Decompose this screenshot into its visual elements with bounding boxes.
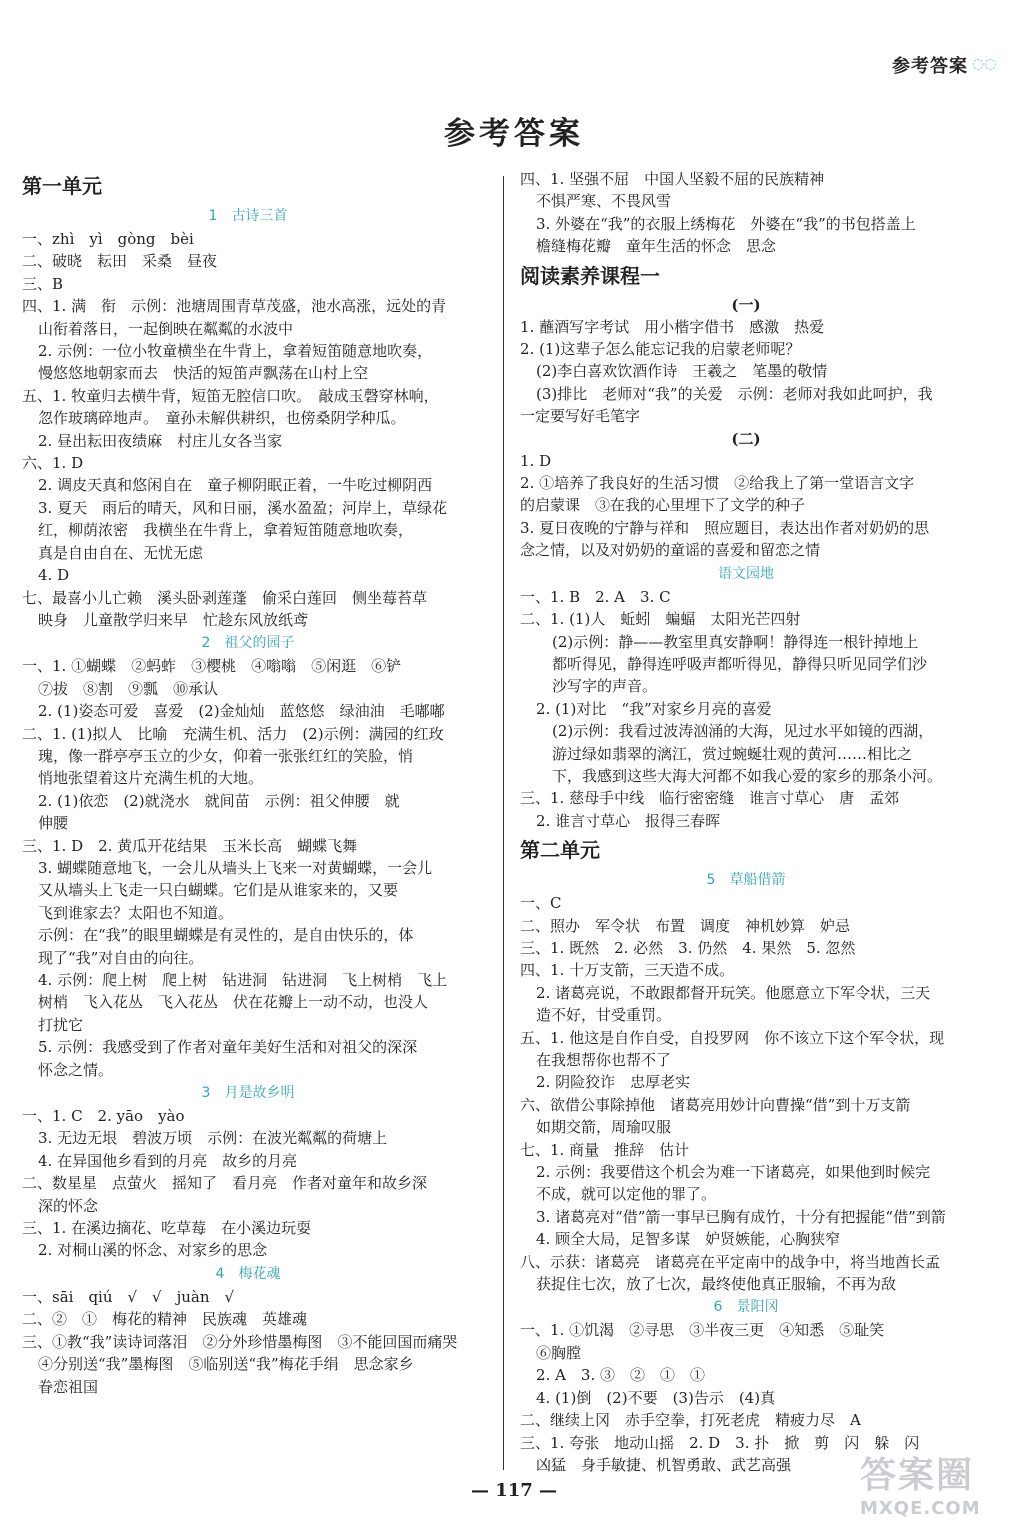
answer-line: 3. 蝴蝶随意地飞，一会儿从墙头上飞来一对黄蝴蝶，一会儿 bbox=[38, 858, 433, 877]
answer-line: 2. (1)依恋 (2)就浇水 就间苗 示例：祖父伸腰 就 bbox=[38, 791, 400, 810]
answer-line: 四、1. 坚强不屈 中国人坚毅不屈的民族精神 bbox=[520, 170, 825, 188]
answer-line: 2. (1)姿态可爱 喜爱 (2)金灿灿 蓝悠悠 绿油油 毛嘟嘟 bbox=[38, 702, 445, 721]
lesson-title: 2 祖父的园子 bbox=[201, 635, 295, 652]
answer-line: 2. (1)对比 “我”对家乡月亮的喜爱 bbox=[536, 699, 772, 718]
answer-line: 4. 顾全大局，足智多谋 妒贤嫉能，心胸狭窄 bbox=[536, 1230, 841, 1249]
answer-line: 二、1. (1)人 蚯蚓 蝙蝠 太阳光芒四射 bbox=[520, 610, 801, 629]
answer-line: 三、1. D 2. 黄瓜开花结果 玉米长高 蝴蝶飞舞 bbox=[22, 836, 358, 855]
lesson-title: 5 草船借箭 bbox=[706, 872, 786, 889]
answer-line: 慢悠悠地朝家而去 快活的短笛声飘荡在山村上空 bbox=[38, 364, 369, 383]
answer-line: 2. 诸葛亮说，不敢跟都督开玩笑。他愿意立下军令状，三天 bbox=[536, 983, 931, 1002]
unit-heading: 第二单元 bbox=[520, 838, 600, 863]
page-title: 参考答案 bbox=[444, 116, 584, 152]
answer-line: 三、B bbox=[22, 274, 64, 293]
watermark-text: 答案圈 bbox=[860, 1455, 975, 1496]
answer-line: 不成，就可以定他的罪了。 bbox=[536, 1185, 717, 1204]
answer-line: 一、sāi qiú √ √ juàn √ bbox=[22, 1287, 235, 1306]
lesson-title: 1 古诗三首 bbox=[208, 208, 288, 224]
answer-line: 1. 蘸酒写字考试 用小楷字借书 感激 热爱 bbox=[520, 317, 825, 336]
answer-line: 二、1. (1)拟人 比喻 充满生机、活力 (2)示例：满园的红玫 bbox=[22, 724, 444, 743]
right-column bbox=[520, 168, 972, 1476]
answer-line: 5. 示例：我感受到了作者对童年美好生活和对祖父的深深 bbox=[38, 1038, 418, 1057]
answer-line: 2. ①培养了我良好的生活习惯 ②给我上了第一堂语言文字 bbox=[520, 474, 915, 493]
answer-line: 忽作玻璃碎地声。 童孙未解供耕织，也傍桑阴学种瓜。 bbox=[38, 409, 406, 428]
answer-line: 造不好，甘受重罚。 bbox=[536, 1006, 672, 1025]
lesson-title: 4 梅花魂 bbox=[215, 1265, 281, 1282]
answer-line: 四、1. 十万支箭，三天造不成。 bbox=[520, 961, 735, 980]
lesson-title: 3 月是故乡明 bbox=[201, 1085, 295, 1102]
answer-line: 2. (1)这辈子怎么能忘记我的启蒙老师呢？ bbox=[520, 340, 801, 359]
answer-line: 2. 阴险狡诈 忠厚老实 bbox=[536, 1073, 691, 1092]
answer-line: 打扰它 bbox=[38, 1015, 84, 1034]
watermark-url: MXQE.COM bbox=[860, 1498, 981, 1519]
answer-line: 2. 示例：一位小牧童横坐在牛背上，拿着短笛随意地吹奏， bbox=[38, 342, 433, 361]
answer-line: 悄地张望着这片充满生机的大地。 bbox=[38, 769, 264, 788]
answer-line: 2. A 3. ③ ② ① ① bbox=[536, 1366, 705, 1385]
answer-line: 3. 无边无垠 碧波万顷 示例：在波光粼粼的荷塘上 bbox=[38, 1129, 388, 1148]
section-marker: (一) bbox=[731, 295, 761, 314]
answer-line: 4. (1)倒 (2)不要 (3)告示 (4)真 bbox=[536, 1388, 776, 1407]
answer-line: 二、照办 军令状 布置 调度 神机妙算 妒忌 bbox=[520, 916, 851, 935]
answer-line: 获捉住七次，放了七次，最终使他真正服输，不再为敌 bbox=[536, 1275, 897, 1294]
answer-line: 不惧严寒、不畏风雪 bbox=[536, 192, 672, 211]
answer-line: 3. 诸葛亮对“借”箭一事早已胸有成竹，十分有把握能“借”到箭 bbox=[536, 1207, 946, 1226]
answer-line: 二、② ① 梅花的精神 民族魂 英雄魂 bbox=[22, 1310, 308, 1329]
answer-line: 深的怀念 bbox=[38, 1196, 99, 1215]
answer-line: 凶猛 身手敏捷、机智勇敢、武艺高强 bbox=[536, 1455, 792, 1474]
answer-line: 三、1. 既然 2. 必然 3. 仍然 4. 果然 5. 忽然 bbox=[520, 938, 856, 957]
answer-line: 飞到谁家去？太阳也不知道。 bbox=[38, 903, 234, 922]
answer-line: 六、欲借公事除掉他 诸葛亮用妙计向曹操“借”到十万支箭 bbox=[520, 1095, 911, 1114]
answer-line: ④分别送“我”墨梅图 ⑤临别送“我”梅花手绢 思念家乡 bbox=[38, 1355, 414, 1374]
answer-line: 示例：在“我”的眼里蝴蝶是有灵性的，是自由快乐的，体 bbox=[38, 926, 414, 945]
answer-line: 在我想帮你也帮不了 bbox=[536, 1051, 672, 1069]
answer-line: 一定要写好毛笔字 bbox=[520, 407, 641, 426]
answer-line: 瑰，像一群亭亭玉立的少女，仰着一张张红红的笑脸，悄 bbox=[38, 746, 414, 765]
page-number: — 117 — bbox=[470, 1480, 558, 1501]
running-header: 参考答案 bbox=[892, 56, 968, 77]
answer-line: 2. 对桐山溪的怀念、对家乡的思念 bbox=[38, 1241, 268, 1260]
answer-line: 映身 儿童散学归来早 忙趁东风放纸鸢 bbox=[38, 610, 309, 629]
answer-line: 4. 示例：爬上树 爬上树 钻进洞 钻进洞 飞上树梢 飞上 bbox=[38, 971, 448, 989]
answer-line: 游过绿如翡翠的漓江，赏过蜿蜒壮观的黄河……相比之 bbox=[552, 744, 913, 763]
answer-line: 六、1. D bbox=[22, 454, 84, 473]
answer-line: 都听得见，静得连呼吸声都听得见，静得只听见同学们沙 bbox=[552, 654, 928, 673]
answer-line: 现了“我”对自由的向往。 bbox=[38, 948, 204, 967]
answer-line: 七、最喜小儿亡赖 溪头卧剥莲蓬 偷采白莲回 侧坐莓苔草 bbox=[22, 588, 428, 607]
answer-line: 怀念之情。 bbox=[38, 1060, 114, 1079]
answer-line: 一、C bbox=[520, 894, 562, 913]
answer-line: ⑥胸膛 bbox=[536, 1343, 582, 1362]
answer-line: 3. 夏天 雨后的晴天，风和日丽，溪水盈盈；河岸上，草绿花 bbox=[38, 498, 448, 517]
answer-line: 三、①教“我”读诗词落泪 ②分外珍惜墨梅图 ③不能回国而痛哭 bbox=[22, 1332, 458, 1351]
answer-line: 二、数星星 点萤火 摇知了 看月亮 作者对童年和故乡深 bbox=[22, 1174, 428, 1193]
answer-line: 1. D bbox=[520, 451, 552, 470]
section-marker: (二) bbox=[731, 429, 761, 448]
answer-line: 3. 外婆在“我”的衣服上绣梅花 外婆在“我”的书包搭盖上 bbox=[536, 214, 916, 233]
left-column bbox=[22, 168, 474, 1398]
column-divider bbox=[503, 176, 504, 1470]
answer-line: 伸腰 bbox=[38, 814, 69, 833]
answer-line: 2. 调皮天真和悠闲自在 童子柳阴眠正着，一牛吃过柳阴西 bbox=[38, 476, 433, 495]
answer-line: 2. 谁言寸草心 报得三春晖 bbox=[536, 811, 721, 830]
answer-line: 2. 昼出耘田夜绩麻 村庄儿女各当家 bbox=[38, 431, 283, 450]
answer-line: 如期交箭，周瑜叹服 bbox=[536, 1118, 672, 1137]
answer-line: 真是自由自在、无忧无虑 bbox=[38, 543, 204, 562]
lesson-title: 6 景阳冈 bbox=[713, 1299, 779, 1316]
answer-line: 树梢 飞入花丛 飞入花丛 伏在花瓣上一动不动，也没人 bbox=[38, 993, 429, 1012]
answer-line: 四、1. 满 衔 示例：池塘周围青草茂盛，池水高涨，远处的青 bbox=[22, 297, 447, 316]
answer-line: 二、继续上冈 赤手空拳，打死老虎 精疲力尽 A bbox=[520, 1411, 861, 1430]
lesson-title: 语文园地 bbox=[718, 565, 774, 582]
answer-line: 三、1. 慈母手中线 临行密密缝 谁言寸草心 唐 孟郊 bbox=[520, 789, 900, 808]
answer-line: 4. 在异国他乡看到的月亮 故乡的月亮 bbox=[38, 1151, 298, 1170]
answer-line: (2)李白喜欢饮酒作诗 王羲之 笔墨的敬情 bbox=[536, 362, 828, 381]
answer-line: (2)示例：我看过波涛汹涌的大海，见过水平如镜的西湖， bbox=[552, 722, 934, 741]
answer-line: 一、zhì yì gòng bèi bbox=[22, 230, 194, 248]
answer-line: 七、1. 商量 推辞 估计 bbox=[520, 1140, 690, 1159]
answer-line: 3. 夏日夜晚的宁静与祥和 照应题目，表达出作者对奶奶的思 bbox=[520, 518, 930, 537]
watermark-logo bbox=[860, 1454, 1010, 1532]
answer-line: 眷恋祖国 bbox=[38, 1377, 99, 1396]
answer-line: 五、1. 他这是自作自受，自投罗网 你不该立下这个军令状，现 bbox=[520, 1028, 945, 1047]
answer-line: (3)排比 老师对“我”的关爱 示例：老师对我如此呵护，我 bbox=[536, 384, 933, 403]
answer-line: 一、1. B 2. A 3. C bbox=[520, 587, 671, 606]
answer-line: 又从墙头上飞走一只白蝴蝶。它们是从谁家来的，又要 bbox=[38, 881, 399, 900]
answer-line: 念之情，以及对奶奶的童谣的喜爱和留恋之情 bbox=[520, 541, 821, 560]
answer-line: 檐缝梅花瓣 童年生活的怀念 思念 bbox=[536, 237, 777, 256]
answer-line: 五、1. 牧童归去横牛背，短笛无腔信口吹。 敲成玉磬穿林响， bbox=[22, 386, 439, 405]
answer-line: 沙写字的声音。 bbox=[552, 677, 658, 696]
answer-line: 二、破晓 耘田 采桑 昼夜 bbox=[22, 252, 218, 271]
answer-line: 4. D bbox=[38, 566, 70, 585]
unit-heading: 阅读素养课程一 bbox=[520, 263, 660, 288]
decoration-icon: ◌◌ bbox=[972, 56, 997, 72]
answer-line: 红，柳荫浓密 我横坐在牛背上，拿着短笛随意地吹奏， bbox=[38, 521, 414, 540]
answer-line: 一、1. C 2. yāo yào bbox=[22, 1107, 185, 1126]
unit-heading: 第一单元 bbox=[22, 174, 102, 198]
answer-line: ⑦拔 ⑧割 ⑨瓢 ⑩承认 bbox=[38, 679, 219, 698]
answer-line: 一、1. ①饥渴 ②寻思 ③半夜三更 ④知悉 ⑤耻笑 bbox=[520, 1321, 885, 1340]
answer-line: 山衔着落日，一起倒映在粼粼的水波中 bbox=[38, 319, 294, 338]
answer-line: 一、1. ①蝴蝶 ②蚂蚱 ③樱桃 ④嗡嗡 ⑤闲逛 ⑥铲 bbox=[22, 657, 402, 676]
answer-line: 下，我感到这些大海大河都不如我心爱的家乡的那条小河。 bbox=[552, 766, 943, 785]
answer-line: (2)示例：静——教室里真安静啊！静得连一根针掉地上 bbox=[552, 632, 919, 651]
answer-line: 三、1. 夸张 地动山摇 2. D 3. 扑 掀 剪 闪 躲 闪 bbox=[520, 1433, 920, 1452]
answer-line: 的启蒙课 ③在我的心里埋下了文学的种子 bbox=[520, 496, 806, 515]
answer-line: 三、1. 在溪边摘花、吃草莓 在小溪边玩耍 bbox=[22, 1219, 312, 1238]
answer-line: 八、示获：诸葛亮 诸葛亮在平定南中的战争中，将当地酋长孟 bbox=[520, 1252, 941, 1271]
answer-line: 2. 示例：我要借这个机会为难一下诸葛亮，如果他到时候完 bbox=[536, 1163, 931, 1182]
